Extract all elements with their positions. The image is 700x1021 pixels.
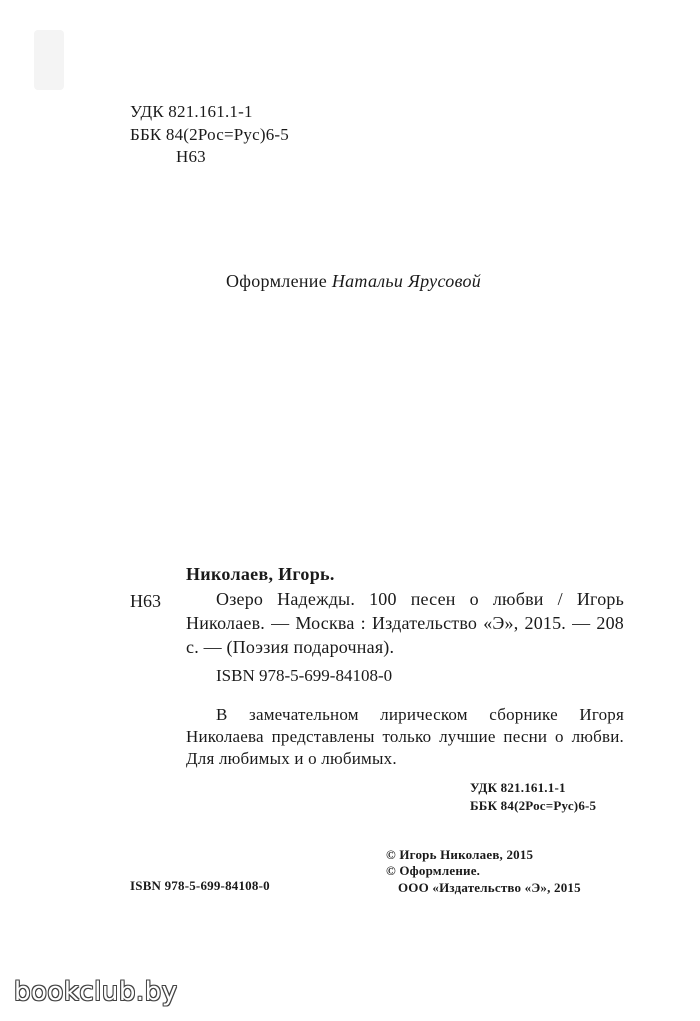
header-udk: УДК 821.161.1-1	[130, 102, 253, 121]
design-credit	[226, 271, 481, 292]
card-bbk: ББК 84(2Рос=Рус)6-5	[470, 798, 597, 813]
design-credit-name: Натальи Ярусовой	[331, 271, 482, 291]
watermark-logo: bookclub.by	[14, 977, 178, 1007]
publisher-line: ООО «Издательство «Э», 2015	[398, 880, 581, 895]
scan-shadow	[34, 30, 64, 90]
design-credit-label: Оформление	[226, 271, 328, 291]
card-description: Озеро Надежды. 100 песен о любви / Игорь Николаев. — Москва : Издательство «Э», 2015. — 208 с. — (Поэзия подарочная).	[186, 589, 624, 657]
header-bbk: ББК 84(2Рос=Рус)6-5	[130, 125, 289, 144]
card-udk: УДК 821.161.1-1	[470, 780, 566, 795]
copyright-design: © Оформление.	[386, 863, 481, 878]
card-isbn: ISBN 978-5-699-84108-0	[216, 666, 393, 685]
card-author-code: Н63	[130, 591, 161, 611]
footer-isbn: ISBN 978-5-699-84108-0	[130, 878, 270, 893]
card-annotation: В замечательном лирическом сборнике Игоря Николаева представлены только лучшие песни о любви. Для любимых и о любимых.	[186, 705, 624, 768]
copyright-author: © Игорь Николаев, 2015	[386, 847, 534, 862]
card-author: Николаев, Игорь.	[186, 564, 335, 584]
header-author-code: Н63	[176, 147, 206, 166]
